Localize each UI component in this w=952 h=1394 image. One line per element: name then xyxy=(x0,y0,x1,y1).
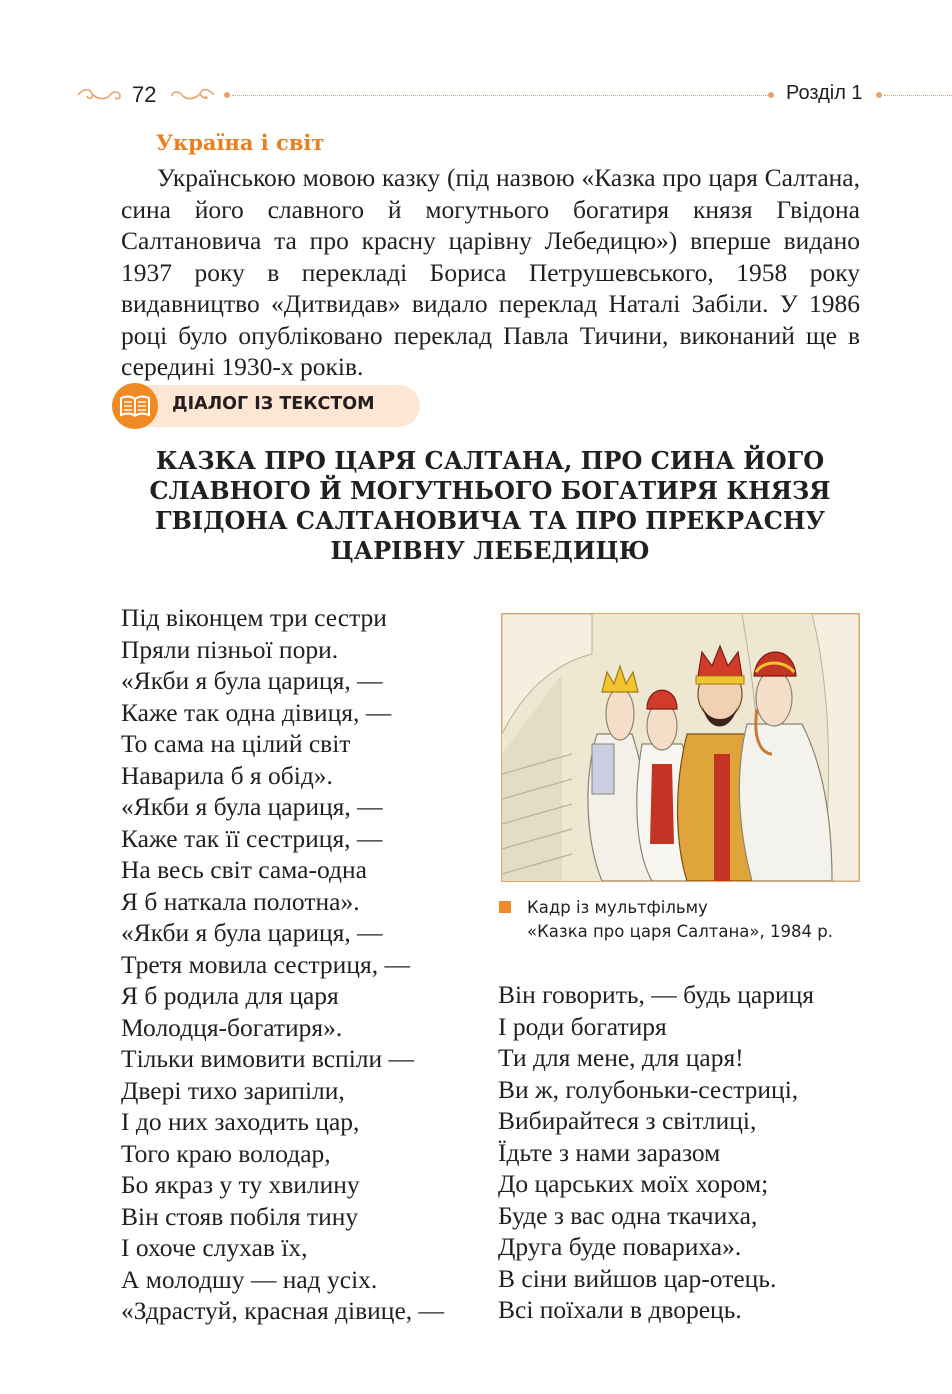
poem-line: Друга буде повариха». xyxy=(498,1232,742,1261)
header-divider-line xyxy=(884,95,952,96)
poem-line: Вибирайтеся з світлиці, xyxy=(498,1106,757,1135)
poem-line: І охоче слухав їх, xyxy=(121,1233,308,1262)
poem-line: Ти для мене, для царя! xyxy=(498,1043,744,1072)
poem-line: Пряли пізньої пори. xyxy=(121,634,339,664)
poem-line: В сіни вийшов цар-отець. xyxy=(498,1263,777,1293)
poem-line: Третя мовила сестриця, — xyxy=(121,949,410,979)
caption-line: «Казка про царя Салтана», 1984 р. xyxy=(527,922,833,941)
poem-line: «Якби я була цариця, — xyxy=(121,792,383,821)
dialog-label: ДІАЛОГ ІЗ ТЕКСТОМ xyxy=(172,394,375,414)
header-divider-line xyxy=(232,95,768,96)
caption-line: Кадр із мультфільму xyxy=(527,898,708,917)
page-number: 72 xyxy=(132,82,157,107)
poem-line: Ви ж, голубоньки-сестриці, xyxy=(498,1074,799,1104)
poem-title: КАЗКА ПРО ЦАРЯ САЛТАНА, ПРО СИНА ЙОГО СЛАВНОГО Й МОГУТНЬОГО БОГАТИРЯ КНЯЗЯ ГВІДОНА САЛТАНОВИЧА ТА ПРО ПРЕКРАСНУ ЦАРІВНУ ЛЕБЕДИЦЮ xyxy=(149,446,831,565)
poem-line: І роди богатиря xyxy=(498,1011,667,1041)
poem-line: Наварила б я обід». xyxy=(121,760,333,790)
header-divider-dot xyxy=(224,92,230,98)
dialog-badge xyxy=(112,383,420,429)
poem-line: А молодшу — над усіх. xyxy=(121,1264,378,1294)
chapter-label: Розділ 1 xyxy=(786,82,863,104)
poem-line: На весь світ сама-одна xyxy=(121,855,367,884)
figure-caption xyxy=(499,896,833,944)
poem-right-column xyxy=(498,979,814,1326)
open-book-icon xyxy=(112,383,158,429)
caption-marker-icon xyxy=(499,901,511,913)
poem-line: Каже так одна дівиця, — xyxy=(121,697,392,727)
poem-line: Двері тихо зарипіли, xyxy=(121,1075,345,1105)
poem-line: Каже так її сестриця, — xyxy=(121,823,383,853)
tsar-saltan-illustration xyxy=(502,614,859,881)
poem-line: Їдьте з нами заразом xyxy=(498,1137,721,1167)
poem-line: Він стояв побіля тину xyxy=(121,1201,359,1231)
poem-line: Бо якраз у ту хвилину xyxy=(121,1170,360,1199)
poem-line: Я б наткала полотна». xyxy=(121,886,360,916)
poem-line: Під віконцем три сестри xyxy=(121,603,387,632)
scroll-ornament-icon xyxy=(170,86,216,108)
cartoon-frame-image xyxy=(501,613,860,882)
poem-line: Тільки вимовити вспіли — xyxy=(121,1044,415,1073)
poem-line: «Здрастуй, красная дівице, — xyxy=(121,1296,445,1325)
poem-line: Я б родила для царя xyxy=(121,981,339,1010)
poem-line: До царських моїх хором; xyxy=(498,1169,769,1198)
poem-line: Того краю володар, xyxy=(121,1138,331,1168)
scroll-ornament-icon xyxy=(76,86,122,108)
poem-line: Буде з вас одна ткачиха, xyxy=(498,1200,758,1230)
poem-line: Він говорить, — будь цариця xyxy=(498,980,814,1009)
dialog-circle xyxy=(112,383,158,429)
poem-line: Всі поїхали в дворець. xyxy=(498,1295,742,1324)
poem-line: Молодця-богатиря». xyxy=(121,1012,343,1042)
poem-line: «Якби я була цариця, — xyxy=(121,666,383,695)
section-title: Україна і світ xyxy=(156,130,325,155)
poem-line: І до них заходить цар, xyxy=(121,1107,360,1136)
page-header xyxy=(0,80,952,112)
poem-line: «Якби я була цариця, — xyxy=(121,918,383,947)
intro-paragraph xyxy=(121,162,860,383)
intro-text: Українською мовою казку (під назвою «Казка про царя Салтана, сина його славного й могутнього богатиря князя Гвідона Салтановича та про красну царівну Лебедицю») вперше видано 1937 року в перекладі Бориса Петрушевського, 1958 року видавництво «Дитвидав» видало переклад Наталі Забіли. У 1986 році було опубліковано переклад Павла Тичини, виконаний ще в середині 1930-х років. xyxy=(121,163,860,381)
header-divider-dot xyxy=(876,92,882,98)
poem-left-column xyxy=(121,602,444,1327)
header-divider-dot xyxy=(768,92,774,98)
poem-line: То сама на цілий світ xyxy=(121,729,351,758)
